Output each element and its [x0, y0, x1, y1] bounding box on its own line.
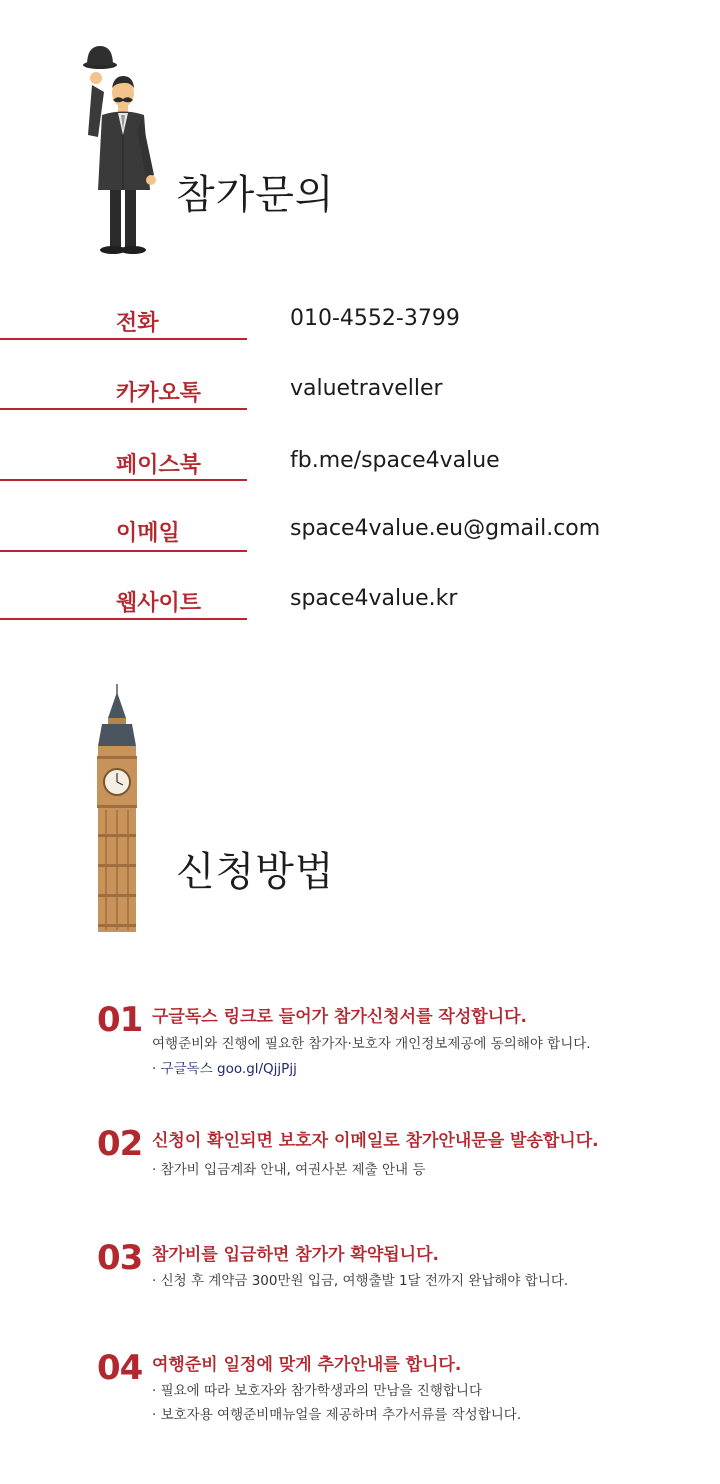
- step-number: 02: [97, 1124, 143, 1164]
- contact-value[interactable]: fb.me/space4value: [290, 448, 500, 473]
- contact-row-kakaotalk: [0, 376, 720, 436]
- divider: [0, 550, 247, 552]
- contact-label: 페이스북: [116, 453, 202, 478]
- contact-value[interactable]: space4value.kr: [290, 586, 458, 611]
- contact-label: 이메일: [116, 521, 180, 546]
- contact-section-title: 참가문의: [176, 172, 335, 218]
- divider: [0, 618, 247, 620]
- step-number: 01: [97, 1000, 143, 1040]
- step-link-prefix: · 구글독스: [152, 1061, 218, 1077]
- step-title: 구글독스 링크로 들어가 참가신청서를 작성합니다.: [152, 1007, 527, 1027]
- step-title: 신청이 확인되면 보호자 이메일로 참가안내문을 발송합니다.: [152, 1131, 599, 1151]
- contact-row-facebook: [0, 448, 720, 508]
- contact-value[interactable]: space4value.eu@gmail.com: [290, 516, 601, 541]
- contact-row-website: [0, 586, 720, 646]
- contact-value: 010-4552-3799: [290, 306, 460, 331]
- divider: [0, 408, 247, 410]
- step-title: 여행준비 일정에 맞게 추가안내를 합니다.: [152, 1355, 462, 1375]
- step-description: · 참가비 입금계좌 안내, 여권사본 제출 안내 등: [152, 1162, 426, 1178]
- step-link-line: [152, 1057, 297, 1077]
- step-number: 03: [97, 1238, 143, 1278]
- contact-row-email: [0, 516, 720, 576]
- step-number: 04: [97, 1348, 143, 1388]
- contact-row-phone: [0, 306, 720, 366]
- big-ben-illustration: [94, 684, 140, 934]
- step-description: · 보호자용 여행준비매뉴얼을 제공하며 추가서류를 작성합니다.: [152, 1407, 522, 1423]
- step-description: · 필요에 따라 보호자와 참가학생과의 만남을 진행합니다: [152, 1383, 482, 1399]
- contact-label: 웹사이트: [116, 591, 202, 616]
- step-description: · 신청 후 계약금 300만원 입금, 여행출발 1달 전까지 완납해야 합니다.: [152, 1273, 569, 1289]
- divider: [0, 338, 247, 340]
- contact-label: 카카오톡: [116, 381, 202, 406]
- step-title: 참가비를 입금하면 참가가 확약됩니다.: [152, 1245, 439, 1265]
- step-description: 여행준비와 진행에 필요한 참가자·보호자 개인정보제공에 동의해야 합니다.: [152, 1036, 591, 1052]
- contact-value: valuetraveller: [290, 376, 443, 401]
- google-docs-link[interactable]: goo.gl/QjjPjj: [217, 1061, 297, 1077]
- divider: [0, 479, 247, 481]
- contact-label: 전화: [116, 311, 159, 336]
- apply-section-title: 신청방법: [176, 849, 335, 895]
- gentleman-illustration: [74, 40, 164, 260]
